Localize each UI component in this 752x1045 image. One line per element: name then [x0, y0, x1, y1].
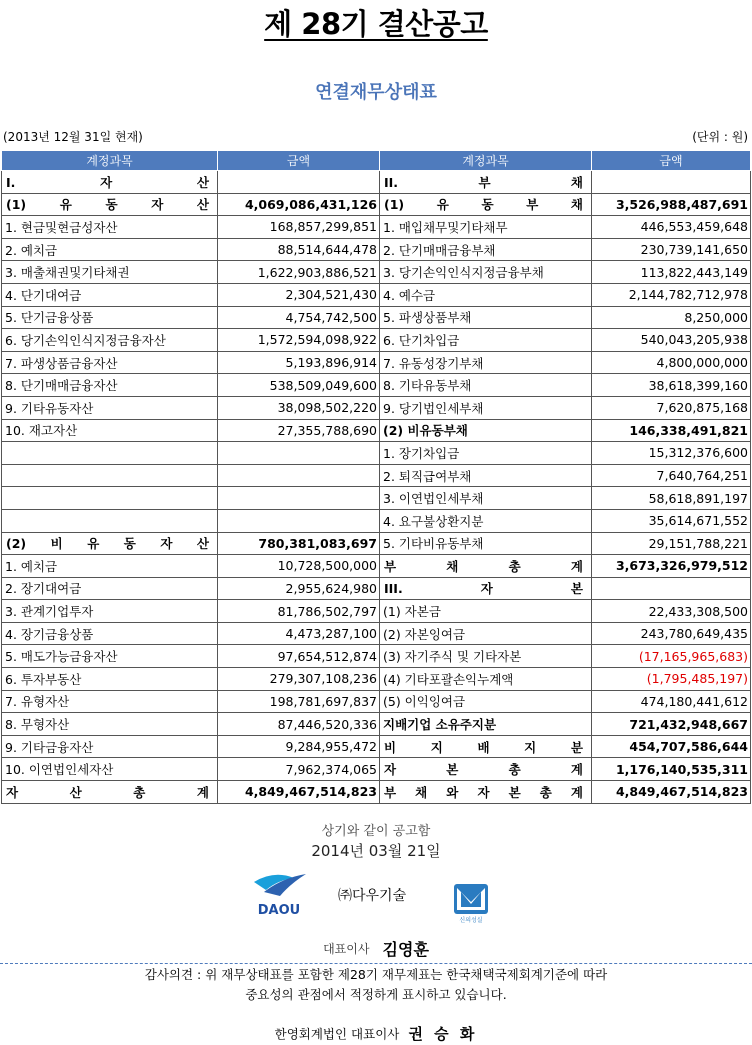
table-row [2, 713, 751, 736]
asset-account-cell: 2. 장기대여금 [2, 577, 218, 600]
liability-account-cell: 1. 장기차입금 [380, 442, 592, 465]
table-row [2, 600, 751, 623]
asset-amount-cell [218, 464, 380, 487]
liability-account-cell: (4) 기타포괄손익누계액 [380, 668, 592, 691]
asset-account-cell [2, 464, 218, 487]
asset-account-cell: (2) 비 유 동 자 산 [2, 532, 218, 555]
liability-account-cell: 부 채 총 계 [380, 555, 592, 578]
representative-line [0, 937, 752, 960]
liability-account-cell: 4. 요구불상환지분 [380, 509, 592, 532]
audit-opinion-line-1: 감사의견 : 위 재무상태표를 포함한 제28기 재무제표는 한국채택국제회계기준에 따라 [144, 967, 608, 982]
liability-account-cell: 2. 퇴직급여부채 [380, 464, 592, 487]
asset-amount-cell: 81,786,502,797 [218, 600, 380, 623]
liability-account-cell: 지배기업 소유주지분 [380, 713, 592, 736]
closing-phrase: 상기와 같이 공고함 [321, 824, 431, 839]
table-row [2, 645, 751, 668]
table-row [2, 306, 751, 329]
table-row [2, 193, 751, 216]
liability-amount-cell: 58,618,891,197 [592, 487, 751, 510]
table-row [2, 419, 751, 442]
table-row [2, 171, 751, 194]
asset-account-cell: 2. 예치금 [2, 238, 218, 261]
liability-amount-cell: 15,312,376,600 [592, 442, 751, 465]
closing-date: 2014년 03월 21일 [311, 842, 441, 860]
liability-amount-cell: 474,180,441,612 [592, 690, 751, 713]
table-row [2, 509, 751, 532]
asset-amount-cell: 198,781,697,837 [218, 690, 380, 713]
table-row [2, 577, 751, 600]
table-row [2, 396, 751, 419]
liability-account-cell: 6. 단기차입금 [380, 329, 592, 352]
asset-amount-cell: 538,509,049,600 [218, 374, 380, 397]
liability-amount-cell [592, 171, 751, 194]
header-liability-amount: 금액 [592, 151, 751, 171]
table-row [2, 668, 751, 691]
asset-amount-cell: 4,849,467,514,823 [218, 781, 380, 804]
dashed-divider [0, 963, 752, 964]
table-row [2, 735, 751, 758]
asset-account-cell: 3. 매출채권및기타채권 [2, 261, 218, 284]
rep-name: 김영훈 [382, 940, 429, 959]
asset-account-cell [2, 442, 218, 465]
table-row [2, 690, 751, 713]
liability-account-cell: 자 본 총 계 [380, 758, 592, 781]
as-of-date: (2013년 12월 31일 현재) [3, 130, 143, 144]
liability-amount-cell: (1,795,485,197) [592, 668, 751, 691]
liability-amount-cell: 721,432,948,667 [592, 713, 751, 736]
auditor-line [0, 1023, 752, 1044]
asset-account-cell: 5. 매도가능금융자산 [2, 645, 218, 668]
emblem-icon [452, 882, 490, 924]
liability-amount-cell: 8,250,000 [592, 306, 751, 329]
liability-account-cell: 9. 당기법인세부채 [380, 396, 592, 419]
asset-amount-cell: 9,284,955,472 [218, 735, 380, 758]
asset-account-cell: (1) 유 동 자 산 [2, 193, 218, 216]
table-row [2, 442, 751, 465]
asset-account-cell [2, 487, 218, 510]
liability-amount-cell: 29,151,788,221 [592, 532, 751, 555]
table-row [2, 238, 751, 261]
asset-account-cell: 8. 단기매매금융자산 [2, 374, 218, 397]
table-row [2, 351, 751, 374]
asset-amount-cell: 27,355,788,690 [218, 419, 380, 442]
liability-amount-cell: 3,673,326,979,512 [592, 555, 751, 578]
asset-account-cell: 3. 관계기업투자 [2, 600, 218, 623]
table-row [2, 487, 751, 510]
asset-account-cell: 6. 투자부동산 [2, 668, 218, 691]
table-row [2, 555, 751, 578]
liability-account-cell: III. 자 본 [380, 577, 592, 600]
asset-amount-cell: 1,572,594,098,922 [218, 329, 380, 352]
asset-account-cell: 7. 파생상품금융자산 [2, 351, 218, 374]
rep-label: 대표이사 [323, 942, 370, 956]
liability-account-cell: (2) 자본잉여금 [380, 622, 592, 645]
asset-amount-cell [218, 509, 380, 532]
asset-account-cell: 5. 단기금융상품 [2, 306, 218, 329]
liability-amount-cell: 2,144,782,712,978 [592, 283, 751, 306]
balance-sheet-table [1, 150, 751, 804]
liability-amount-cell: 230,739,141,650 [592, 238, 751, 261]
table-header-row [2, 151, 751, 171]
asset-account-cell: 9. 기타금융자산 [2, 735, 218, 758]
asset-amount-cell: 279,307,108,236 [218, 668, 380, 691]
liability-account-cell: (1) 유 동 부 채 [380, 193, 592, 216]
liability-amount-cell: 4,800,000,000 [592, 351, 751, 374]
audit-opinion-line-2: 중요성의 관점에서 적정하게 표시하고 있습니다. [245, 987, 507, 1002]
liability-amount-cell: 22,433,308,500 [592, 600, 751, 623]
liability-account-cell: 3. 이연법인세부채 [380, 487, 592, 510]
asset-account-cell: I. 자 산 [2, 171, 218, 194]
header-liability-account: 계정과목 [380, 151, 592, 171]
liability-amount-cell: 7,640,764,251 [592, 464, 751, 487]
liability-amount-cell: 7,620,875,168 [592, 396, 751, 419]
daou-logo [244, 868, 314, 918]
liability-amount-cell: 38,618,399,160 [592, 374, 751, 397]
asset-amount-cell: 168,857,299,851 [218, 216, 380, 239]
liability-account-cell: (5) 이익잉여금 [380, 690, 592, 713]
notice-title: 제 28기 결산공고 [264, 7, 488, 41]
table-row [2, 216, 751, 239]
liability-amount-cell: 113,822,443,149 [592, 261, 751, 284]
asset-amount-cell: 4,069,086,431,126 [218, 193, 380, 216]
asset-account-cell: 자 산 총 계 [2, 781, 218, 804]
liability-account-cell: 5. 파생상품부채 [380, 306, 592, 329]
auditor-label: 한영회계법인 대표이사 [274, 1026, 400, 1042]
asset-amount-cell [218, 442, 380, 465]
asset-account-cell: 1. 현금및현금성자산 [2, 216, 218, 239]
liability-account-cell: (3) 자기주식 및 기타자본 [380, 645, 592, 668]
asset-amount-cell [218, 171, 380, 194]
asset-account-cell: 8. 무형자산 [2, 713, 218, 736]
table-row [2, 464, 751, 487]
asset-account-cell: 10. 재고자산 [2, 419, 218, 442]
asset-amount-cell [218, 487, 380, 510]
asset-amount-cell: 4,754,742,500 [218, 306, 380, 329]
liability-amount-cell [592, 577, 751, 600]
asset-amount-cell: 10,728,500,000 [218, 555, 380, 578]
asset-amount-cell: 1,622,903,886,521 [218, 261, 380, 284]
liability-account-cell: (1) 자본금 [380, 600, 592, 623]
asset-amount-cell: 88,514,644,478 [218, 238, 380, 261]
unit-label: (단위 : 원) [692, 130, 748, 144]
asset-amount-cell: 38,098,502,220 [218, 396, 380, 419]
daou-logo-text: DAOU [257, 903, 301, 918]
liability-account-cell: 1. 매입채무및기타채무 [380, 216, 592, 239]
table-row [2, 781, 751, 804]
asset-amount-cell: 97,654,512,874 [218, 645, 380, 668]
asset-amount-cell: 4,473,287,100 [218, 622, 380, 645]
asset-account-cell: 4. 장기금융상품 [2, 622, 218, 645]
liability-amount-cell: 1,176,140,535,311 [592, 758, 751, 781]
asset-amount-cell: 2,955,624,980 [218, 577, 380, 600]
table-row [2, 374, 751, 397]
table-row [2, 329, 751, 352]
liability-amount-cell: 446,553,459,648 [592, 216, 751, 239]
header-asset-amount: 금액 [218, 151, 380, 171]
liability-account-cell: 4. 예수금 [380, 283, 592, 306]
liability-account-cell: 7. 유동성장기부채 [380, 351, 592, 374]
table-row [2, 261, 751, 284]
asset-amount-cell: 5,193,896,914 [218, 351, 380, 374]
liability-account-cell: 부 채 와 자 본 총 계 [380, 781, 592, 804]
table-row [2, 532, 751, 555]
table-row [2, 622, 751, 645]
asset-account-cell: 7. 유형자산 [2, 690, 218, 713]
emblem-text: 신의성실 [459, 917, 483, 924]
asset-amount-cell: 87,446,520,336 [218, 713, 380, 736]
liability-account-cell: 3. 당기손익인식지정금융부채 [380, 261, 592, 284]
statement-title: 연결재무상태표 [315, 82, 437, 103]
liability-account-cell: 8. 기타유동부채 [380, 374, 592, 397]
asset-account-cell: 9. 기타유동자산 [2, 396, 218, 419]
liability-amount-cell: 4,849,467,514,823 [592, 781, 751, 804]
asset-account-cell: 1. 예치금 [2, 555, 218, 578]
liability-amount-cell: (17,165,965,683) [592, 645, 751, 668]
liability-account-cell: II. 부 채 [380, 171, 592, 194]
asset-account-cell: 10. 이연법인세자산 [2, 758, 218, 781]
asset-amount-cell: 7,962,374,065 [218, 758, 380, 781]
liability-account-cell: 5. 기타비유동부채 [380, 532, 592, 555]
table-row [2, 283, 751, 306]
liability-account-cell: 2. 단기매매금융부채 [380, 238, 592, 261]
table-row [2, 758, 751, 781]
liability-amount-cell: 3,526,988,487,691 [592, 193, 751, 216]
liability-account-cell: (2) 비유동부채 [380, 419, 592, 442]
asset-account-cell [2, 509, 218, 532]
liability-amount-cell: 454,707,586,644 [592, 735, 751, 758]
company-name: ㈜다우기술 [338, 888, 407, 904]
liability-amount-cell: 243,780,649,435 [592, 622, 751, 645]
liability-amount-cell: 540,043,205,938 [592, 329, 751, 352]
asset-account-cell: 6. 당기손익인식지정금융자산 [2, 329, 218, 352]
asset-account-cell: 4. 단기대여금 [2, 283, 218, 306]
liability-amount-cell: 146,338,491,821 [592, 419, 751, 442]
header-asset-account: 계정과목 [2, 151, 218, 171]
liability-account-cell: 비 지 배 지 분 [380, 735, 592, 758]
asset-amount-cell: 780,381,083,697 [218, 532, 380, 555]
auditor-name: 권 승 화 [408, 1025, 478, 1043]
liability-amount-cell: 35,614,671,552 [592, 509, 751, 532]
asset-amount-cell: 2,304,521,430 [218, 283, 380, 306]
